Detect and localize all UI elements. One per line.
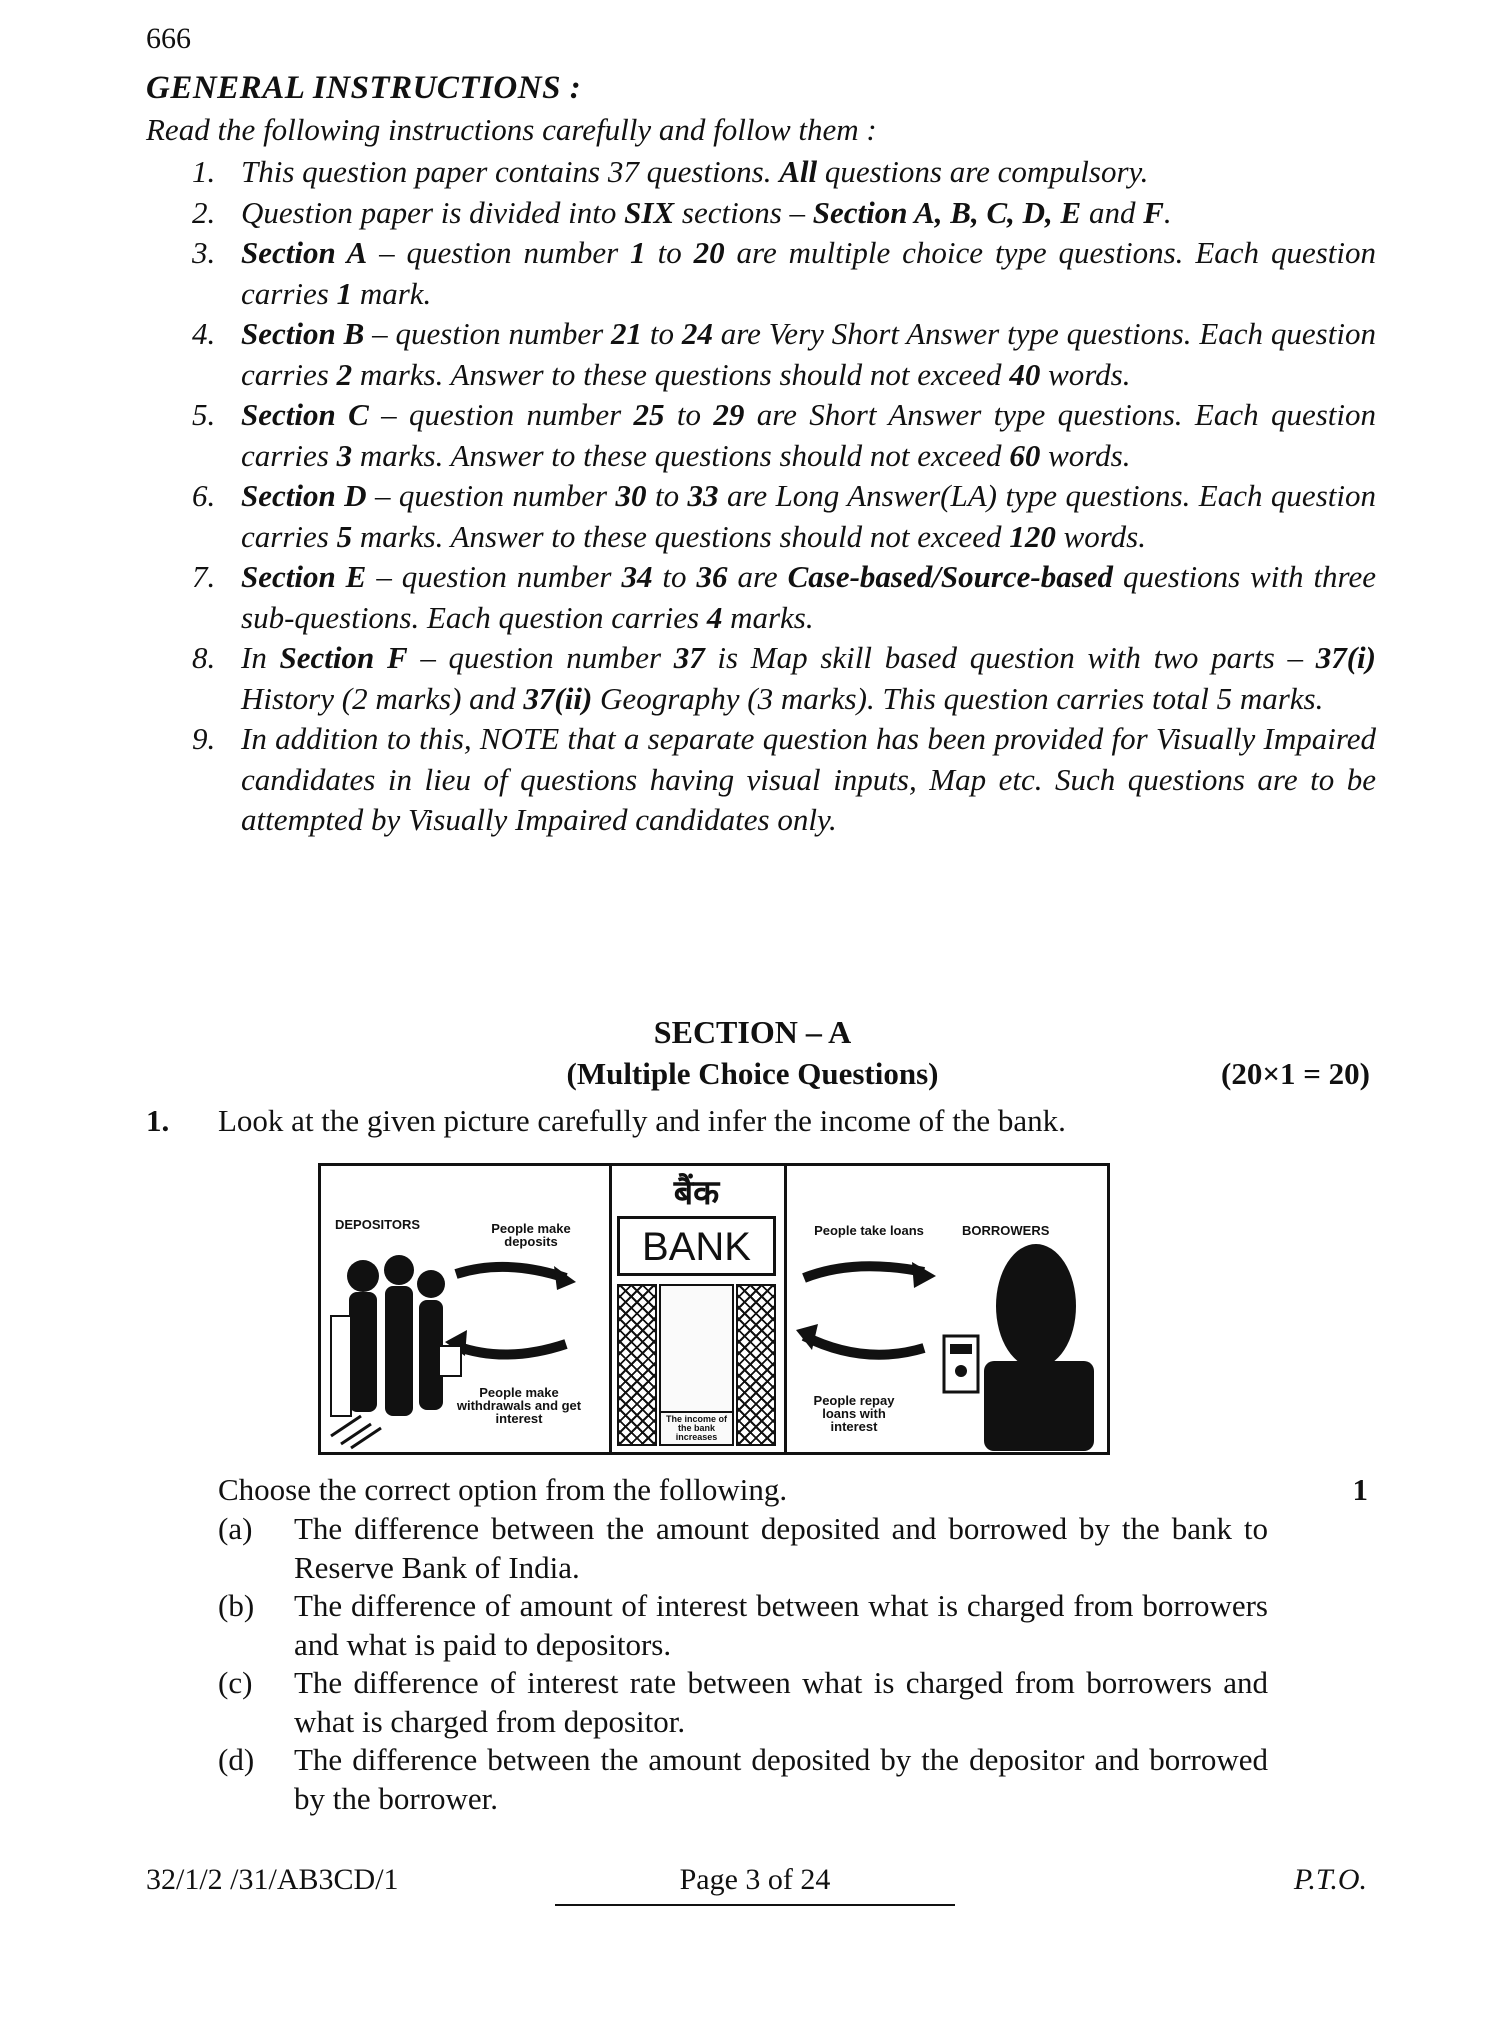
instruction-number: 3. — [192, 235, 216, 270]
question-text: Look at the given picture carefully and infer the income of the bank. — [218, 1103, 1066, 1138]
page-indicator: Page 3 of 24 — [679, 1863, 831, 1896]
footer-rule — [555, 1904, 955, 1906]
instruction-number: 7. — [192, 559, 216, 594]
instruction-number: 5. — [192, 397, 216, 432]
hatch-pattern-right — [736, 1284, 776, 1446]
instructions-list — [146, 152, 1376, 841]
option-text: The difference between the amount deposited by the depositor and borrowed by the borrower. — [294, 1742, 1268, 1816]
question-number: 1. — [146, 1103, 170, 1138]
option-letter: (d) — [218, 1742, 255, 1777]
instruction-item — [146, 557, 1376, 638]
instruction-text: Section D – question number 30 to 33 are Long Answer(LA) type questions. Each question carries 5 marks. Answer to these questions should not exceed 120 words. — [241, 478, 1376, 554]
instruction-item — [146, 152, 1376, 193]
depositors-label: DEPOSITORS — [335, 1217, 421, 1232]
instruction-text: Section B – question number 21 to 24 are Very Short Answer type questions. Each question carries 2 marks. Answer to these questions should not exceed 40 words. — [241, 316, 1376, 392]
question-marks: 1 — [1352, 1472, 1368, 1507]
borrowers-label: BORROWERS — [962, 1223, 1050, 1238]
instruction-item — [146, 314, 1376, 395]
instruction-number: 6. — [192, 478, 216, 513]
depositors-panel — [321, 1166, 612, 1452]
pto-label: P.T.O. — [1293, 1863, 1367, 1896]
option-text: The difference of amount of interest between what is charged from borrowers and what is paid to depositors. — [294, 1588, 1268, 1662]
instruction-number: 2. — [192, 194, 216, 230]
paper-code: 32/1/2 /31/AB3CD/1 — [146, 1863, 399, 1896]
bank-label: BANK — [642, 1225, 751, 1269]
people-make-withdrawals-label: People make withdrawals and get interest — [456, 1385, 582, 1426]
instruction-text: Section C – question number 25 to 29 are Short Answer type questions. Each question carries 3 marks. Answer to these questions should not exceed 60 words. — [241, 397, 1377, 473]
instruction-item — [146, 719, 1376, 841]
arrow-right-icon — [554, 1266, 576, 1290]
option-letter: (b) — [218, 1588, 255, 1623]
hatch-pattern-left — [617, 1284, 657, 1446]
option-b — [218, 1587, 1268, 1664]
instruction-item — [146, 638, 1376, 719]
instruction-item — [146, 233, 1376, 314]
bank-diagram — [318, 1163, 1110, 1455]
page-number: 666 — [146, 22, 191, 55]
bank-vault — [659, 1284, 734, 1446]
people-repay-label: People repay loans with interest — [813, 1393, 895, 1434]
instruction-item — [146, 193, 1376, 234]
option-letter: (c) — [218, 1665, 253, 1700]
options-list — [218, 1510, 1268, 1818]
instruction-number: 8. — [192, 640, 216, 675]
instruction-text: This question paper contains 37 questions. All questions are compulsory. — [241, 154, 1149, 189]
arrow-right-icon — [912, 1262, 936, 1288]
option-d — [218, 1741, 1268, 1818]
bank-panel — [609, 1166, 787, 1452]
people-make-deposits-label: People make deposits — [491, 1221, 571, 1249]
option-letter: (a) — [218, 1511, 253, 1546]
section-marks: (20×1 = 20) — [1221, 1056, 1370, 1091]
option-c — [218, 1664, 1268, 1741]
general-instructions-title: GENERAL INSTRUCTIONS : — [146, 70, 582, 106]
option-text: The difference between the amount deposited and borrowed by the bank to Reserve Bank of India. — [294, 1511, 1268, 1585]
people-take-loans-label: People take loans — [814, 1223, 924, 1238]
instruction-text: In Section F – question number 37 is Map skill based question with two parts – 37(i) History (2 marks) and 37(ii) Geography (3 marks). This question carries total 5 marks. — [241, 640, 1376, 716]
instruction-text: In addition to this, NOTE that a separate question has been provided for Visually Impaired candidates in lieu of questions having visual inputs, Map etc. Such questions are to be attempted by Visually Impaired candidates only. — [241, 721, 1376, 837]
instruction-item — [146, 395, 1376, 476]
choose-instruction: Choose the correct option from the following. — [218, 1472, 788, 1507]
general-instructions-intro: Read the following instructions carefully and follow them : — [146, 112, 877, 147]
instruction-number: 9. — [192, 721, 216, 756]
instruction-item — [146, 476, 1376, 557]
bank-hindi-label: बैंक — [673, 1173, 720, 1213]
borrowers-panel — [784, 1166, 1107, 1452]
option-text: The difference of interest rate between what is charged from borrowers and what is charged from depositor. — [294, 1665, 1268, 1739]
section-heading: SECTION – A — [653, 1014, 852, 1050]
bank-sign — [617, 1216, 776, 1276]
instruction-text: Section A – question number 1 to 20 are multiple choice type questions. Each question carries 1 mark. — [241, 235, 1376, 311]
section-subheading: (Multiple Choice Questions) — [566, 1056, 939, 1091]
instruction-text: Section E – question number 34 to 36 are Case-based/Source-based questions with three sub-questions. Each question carries 4 marks. — [241, 559, 1376, 635]
instruction-number: 1. — [192, 154, 216, 189]
instruction-number: 4. — [192, 316, 216, 351]
option-a — [218, 1510, 1268, 1587]
instruction-text: Question paper is divided into SIX sections – Section A, B, C, D, E and F. — [241, 194, 1172, 230]
bank-income-note: The income of the bank increases — [661, 1411, 732, 1442]
